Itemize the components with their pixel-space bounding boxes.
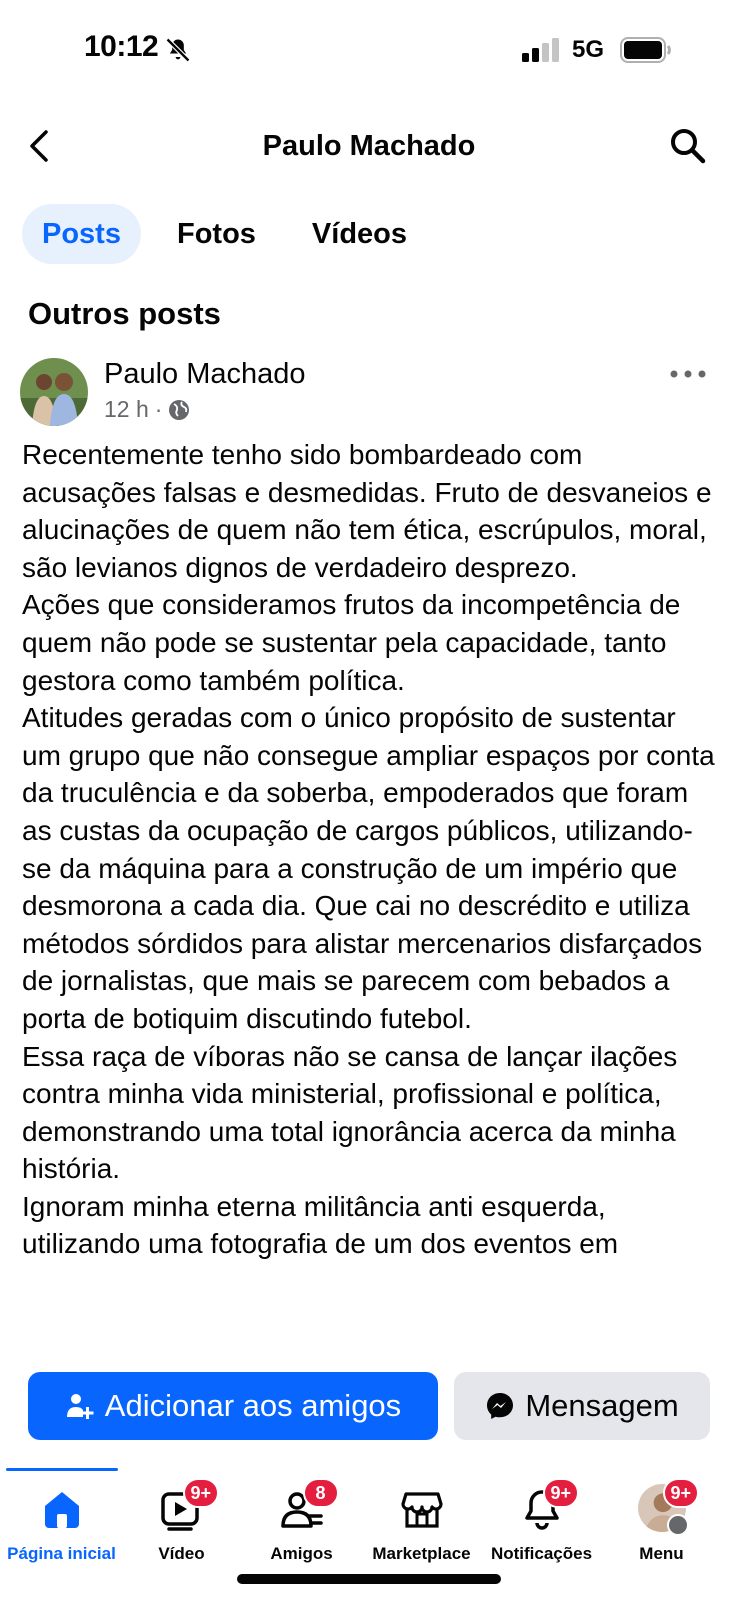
- messenger-icon: [485, 1391, 515, 1421]
- status-time: 10:12: [84, 30, 159, 63]
- nav-label: Notificações: [490, 1544, 593, 1563]
- post-author[interactable]: Paulo Machado: [104, 358, 306, 390]
- notification-badge: 9+: [183, 1478, 220, 1508]
- menu-indicator-icon: [667, 1514, 689, 1536]
- post-paragraph: Atitudes geradas com o único propósito de sustentar um grupo que não consegue ampliar espaços por conta da truculência e da soberba, empoderados que foram as custas da ocupação de cargos públicos, utilizando-se da máquina para a construção de um império que desmorona a cada dia. Que cai no descrédito e utiliza métodos sórdidos para alistar mercenarios disfarçados de jornalistas, que mais se parecem com bebados a porta de botiquim discutindo futebol.: [22, 702, 715, 1034]
- battery-icon: [620, 37, 672, 63]
- nav-notifications[interactable]: [480, 1484, 603, 1584]
- add-friend-button[interactable]: [28, 1372, 438, 1440]
- network-type: 5G: [572, 36, 605, 63]
- post-paragraph: Ignoram minha eterna militância anti esquerda, utilizando uma fotografia de um dos eventos em: [22, 1190, 619, 1260]
- section-title: Outros posts: [28, 296, 221, 331]
- nav-label: Página inicial: [7, 1544, 116, 1563]
- message-button[interactable]: [454, 1372, 710, 1440]
- tab-videos[interactable]: Vídeos: [311, 218, 408, 250]
- nav-label: Amigos: [270, 1544, 333, 1563]
- profile-header: [0, 110, 738, 180]
- page-title: Paulo Machado: [262, 130, 476, 162]
- profile-tabs: [22, 204, 443, 264]
- status-bar: [0, 0, 738, 100]
- nav-label: Vídeo: [158, 1544, 205, 1563]
- search-icon[interactable]: [668, 126, 708, 166]
- nav-label: Menu: [639, 1544, 684, 1563]
- tab-posts[interactable]: Posts: [22, 204, 141, 264]
- post-paragraph: Ações que consideramos frutos da incompetência de quem não pode se sustentar pela capacidade, tanto gestora como também política.: [22, 589, 681, 696]
- notification-badge: 8: [303, 1478, 339, 1508]
- nav-home[interactable]: [0, 1484, 123, 1584]
- post-paragraph: Essa raça de víboras não se cansa de lançar ilações contra minha vida ministerial, profissional e política, demonstrando uma total ignorância acerca da minha história.: [22, 1040, 678, 1185]
- post-body: [22, 436, 722, 1336]
- add-friend-label: Adicionar aos amigos: [104, 1388, 402, 1423]
- meta-separator: ·: [154, 396, 163, 422]
- nav-label: Marketplace: [372, 1544, 471, 1563]
- more-options-icon[interactable]: [668, 362, 708, 386]
- home-icon: [37, 1484, 87, 1534]
- marketplace-icon: [397, 1484, 447, 1534]
- avatar-photo: [20, 358, 88, 426]
- profile-actions: [28, 1372, 710, 1440]
- post-meta: [104, 396, 190, 423]
- post-time[interactable]: 12 h: [104, 396, 149, 422]
- home-indicator: [237, 1574, 501, 1584]
- nav-menu[interactable]: [600, 1484, 723, 1584]
- message-label: Mensagem: [525, 1388, 679, 1423]
- signal-icon: [522, 38, 560, 62]
- notification-badge: 9+: [543, 1478, 580, 1508]
- notification-badge: 9+: [663, 1478, 700, 1508]
- bell-slash-icon: [164, 36, 192, 64]
- globe-icon: [168, 399, 190, 421]
- post-paragraph: Recentemente tenho sido bombardeado com acusações falsas e desmedidas. Fruto de desvaneios e alucinações de quem não tem ética, escrúpulos, moral, são levianos dignos de verdadeiro desprezo.: [22, 439, 712, 583]
- nav-marketplace[interactable]: [360, 1484, 483, 1584]
- nav-video[interactable]: [120, 1484, 243, 1584]
- avatar[interactable]: [20, 358, 88, 426]
- active-tab-indicator: [6, 1468, 118, 1471]
- nav-friends[interactable]: [240, 1484, 363, 1584]
- add-friend-icon: [65, 1391, 95, 1421]
- tab-fotos[interactable]: Fotos: [176, 218, 256, 250]
